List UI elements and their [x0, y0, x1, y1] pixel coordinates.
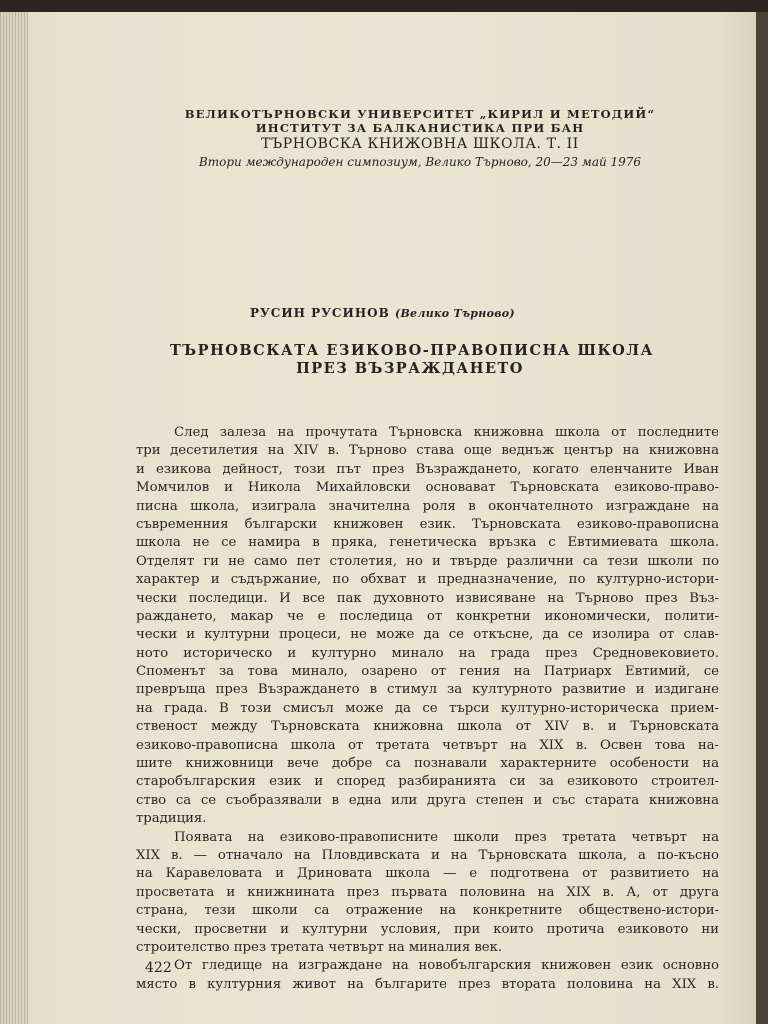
- page-stack-edge: [0, 12, 28, 1024]
- body-line: старобългарския език и според разбиранията си за езиковото строител-: [136, 774, 719, 790]
- volume-title: ТЪРНОВСКА КНИЖОВНА ШКОЛА. Т. II: [261, 136, 579, 152]
- body-line: три десетилетия на XIV в. Търново става още веднъж център на книжовна: [136, 443, 719, 459]
- scan-right-border: [756, 12, 768, 1024]
- body-line: Отделят ги не само пет столетия, но и твърде различни са тези школи по: [136, 553, 719, 569]
- body-line: просветата и книжнината през първата половина на XIX в. А, от друга: [136, 884, 719, 900]
- book-page: [0, 12, 758, 1024]
- body-line: чески и културни процеси, не може да се откъсне, да се изолира от слав-: [136, 627, 719, 643]
- body-line: езиково-правописна школа от третата четвърт на XIX в. Освен това на-: [136, 737, 719, 753]
- author-name: РУСИН РУСИНОВ: [250, 306, 390, 320]
- body-line: XIX в. — отначало на Пловдивската и на Търновската школа, а по-късно: [136, 847, 719, 863]
- body-line: ното историческо и културно минало на града през Средновековието.: [136, 645, 719, 661]
- body-line: Момчилов и Никола Михайловски основават Търновската езиково-право-: [136, 480, 719, 496]
- body-line: характер и съдържание, по обхват и предназначение, по културно-истори-: [136, 572, 719, 588]
- body-line: школа не се намира в пряка, генетическа връзка с Евтимиевата школа.: [136, 535, 719, 551]
- body-line: ство са се съобразявали в една или друга степен и със старата книжовна: [136, 792, 719, 808]
- article-body: [136, 424, 719, 994]
- author-affiliation: (Велико Търново): [394, 307, 515, 320]
- body-line: раждането, макар че е последица от конкретни икономически, полити-: [136, 608, 719, 624]
- body-line: шите книжовници вече добре са познавали характерните особености на: [136, 756, 719, 772]
- body-line: строителство през третата четвърт на миналия век.: [136, 939, 503, 955]
- institute-line: ИНСТИТУТ ЗА БАЛКАНИСТИКА ПРИ БАН: [255, 121, 585, 135]
- body-line: традиция.: [136, 811, 207, 827]
- body-line: на Каравеловата и Дриновата школа — е подготвена от развитието на: [136, 866, 719, 882]
- university-line: ВЕЛИКОТЪРНОВСКИ УНИВЕРСИТЕТ „КИРИЛ И МЕТОДИЙ“: [184, 107, 656, 121]
- body-line: превръща през Възраждането в стимул за културното развитие и издигане: [136, 682, 719, 698]
- body-line: съвременния български книжовен език. Търновската езиково-правописна: [136, 516, 719, 532]
- symposium-line: Втори международен симпозиум, Велико Търново, 20—23 май 1976: [198, 155, 642, 169]
- article-title-line-2: ПРЕЗ ВЪЗРАЖДАНЕТО: [296, 360, 524, 377]
- body-line: на града. В този смисъл може да се търси културно-историческа прием-: [136, 700, 719, 716]
- article-author: [250, 306, 570, 320]
- body-line: чески последици. И все пак духовното извисяване на Търново през Въз-: [136, 590, 719, 606]
- body-line: място в културния живот на българите през втората половина на XIX в.: [136, 976, 719, 992]
- body-line: ственост между Търновската книжовна школа от XIV в. и Търновската: [136, 719, 719, 735]
- article-title-line-1: ТЪРНОВСКАТА ЕЗИКОВО-ПРАВОПИСНА ШКОЛА: [170, 342, 654, 359]
- body-line: Споменът за това минало, озарено от гения на Патриарх Евтимий, се: [136, 664, 719, 680]
- body-line: чески, просветни и културни условия, при които протича езиковото ни: [136, 921, 719, 937]
- body-line: Появата на езиково-правописните школи през третата четвърт на: [174, 829, 719, 845]
- body-line: След залеза на прочутата Търновска книжовна школа от последните: [174, 425, 719, 440]
- page-number: 422: [145, 960, 172, 976]
- body-line: страна, тези школи са отражение на конкретните обществено-истори-: [136, 903, 719, 919]
- body-line: писна школа, изиграла значителна роля в окончателното изграждане на: [136, 498, 719, 514]
- body-line: и езикова дейност, този път през Възраждането, когато еленчаните Иван: [136, 461, 719, 477]
- body-line: От гледище на изграждане на новобългарския книжовен език основно: [174, 958, 719, 974]
